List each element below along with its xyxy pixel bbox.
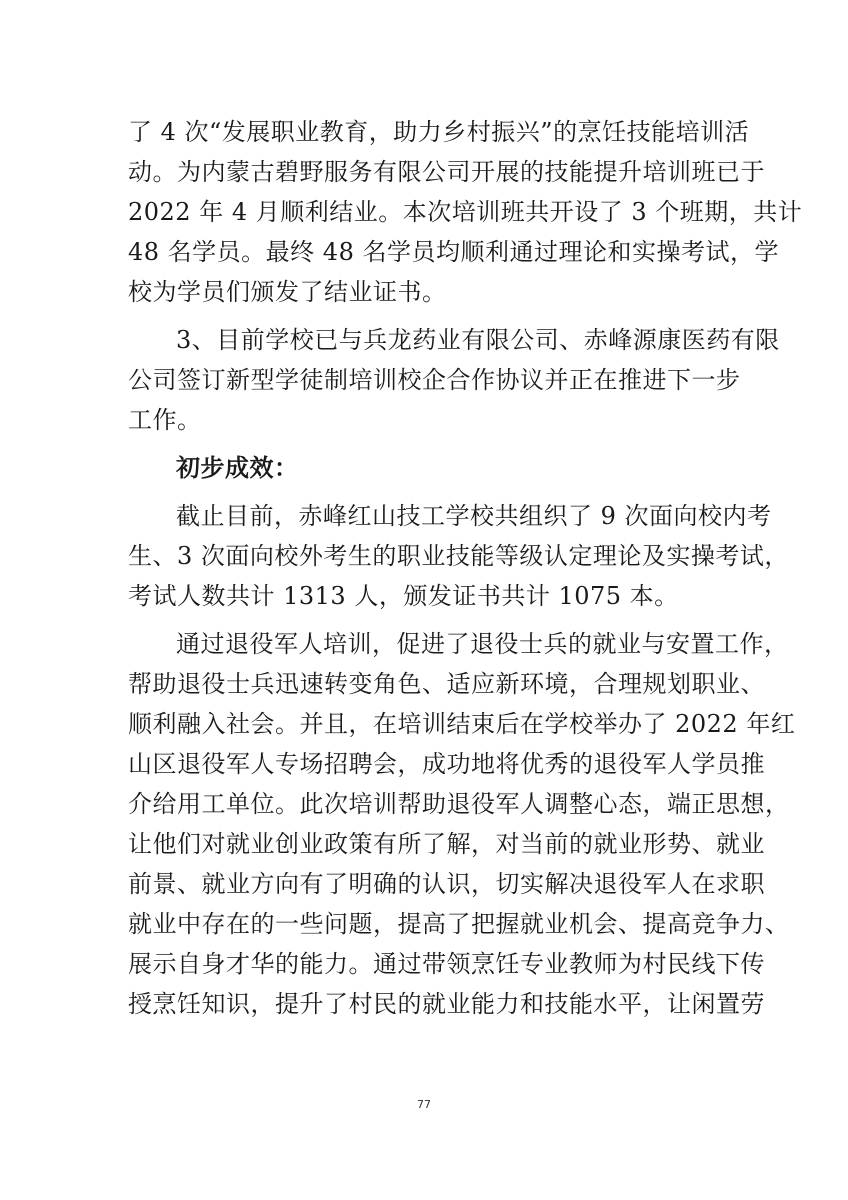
text-line: 3、目前学校已与兵龙药业有限公司、赤峰源康医药有限 [176,326,780,354]
text-line: 通过退役军人培训，促进了退役士兵的就业与安置工作， [176,630,789,658]
text-line: 前景、就业方向有了明确的认识，切实解决退役军人在求职 [128,870,765,898]
text-line: 授烹饪知识，提升了村民的就业能力和技能水平，让闲置劳 [128,990,765,1018]
text-line: 展示自身才华的能力。通过带领烹饪专业教师为村民线下传 [128,950,765,978]
text-line: 考试人数共计 1313 人，颁发证书共计 1075 本。 [128,582,679,610]
text-line: 校为学员们颁发了结业证书。 [128,278,447,306]
section-heading: 初步成效： [176,453,299,482]
page-number: 77 [417,1098,431,1111]
text-line: 工作。 [128,406,202,434]
text-line: 就业中存在的一些问题，提高了把握就业机会、提高竞争力、 [128,910,790,938]
text-line: 48 名学员。最终 48 名学员均顺利通过理论和实操考试，学 [128,238,779,266]
body-text [128,112,803,1024]
text-line: 顺利融入社会。并且，在培训结束后在学校举办了 2022 年红 [128,710,796,738]
text-line: 公司签订新型学徒制培训校企合作协议并正在推进下一步 [128,366,741,394]
paragraph-exam-results [128,496,789,616]
text-line: 了 4 次“发展职业教育，助力乡村振兴”的烹饪技能培训活 [128,118,750,146]
text-line: 让他们对就业创业政策有所了解，对当前的就业形势、就业 [128,830,765,858]
paragraph-veteran-training [128,624,796,1024]
text-line: 动。为内蒙古碧野服务有限公司开展的技能提升培训班已于 [128,158,765,186]
text-line: 生、3 次面向校外考生的职业技能等级认定理论及实操考试， [128,542,789,570]
text-line: 帮助退役士兵迅速转变角色、适应新环境，合理规划职业、 [128,670,765,698]
paragraph-training-activities [128,112,803,312]
text-line: 山区退役军人专场招聘会，成功地将优秀的退役军人学员推 [128,750,765,778]
text-line: 截止目前，赤峰红山技工学校共组织了 9 次面向校内考 [176,502,772,530]
text-line: 2022 年 4 月顺利结业。本次培训班共开设了 3 个班期，共计 [128,198,803,226]
paragraph-school-enterprise-cooperation [128,320,780,440]
text-line: 介给用工单位。此次培训帮助退役军人调整心态，端正思想， [128,790,790,818]
